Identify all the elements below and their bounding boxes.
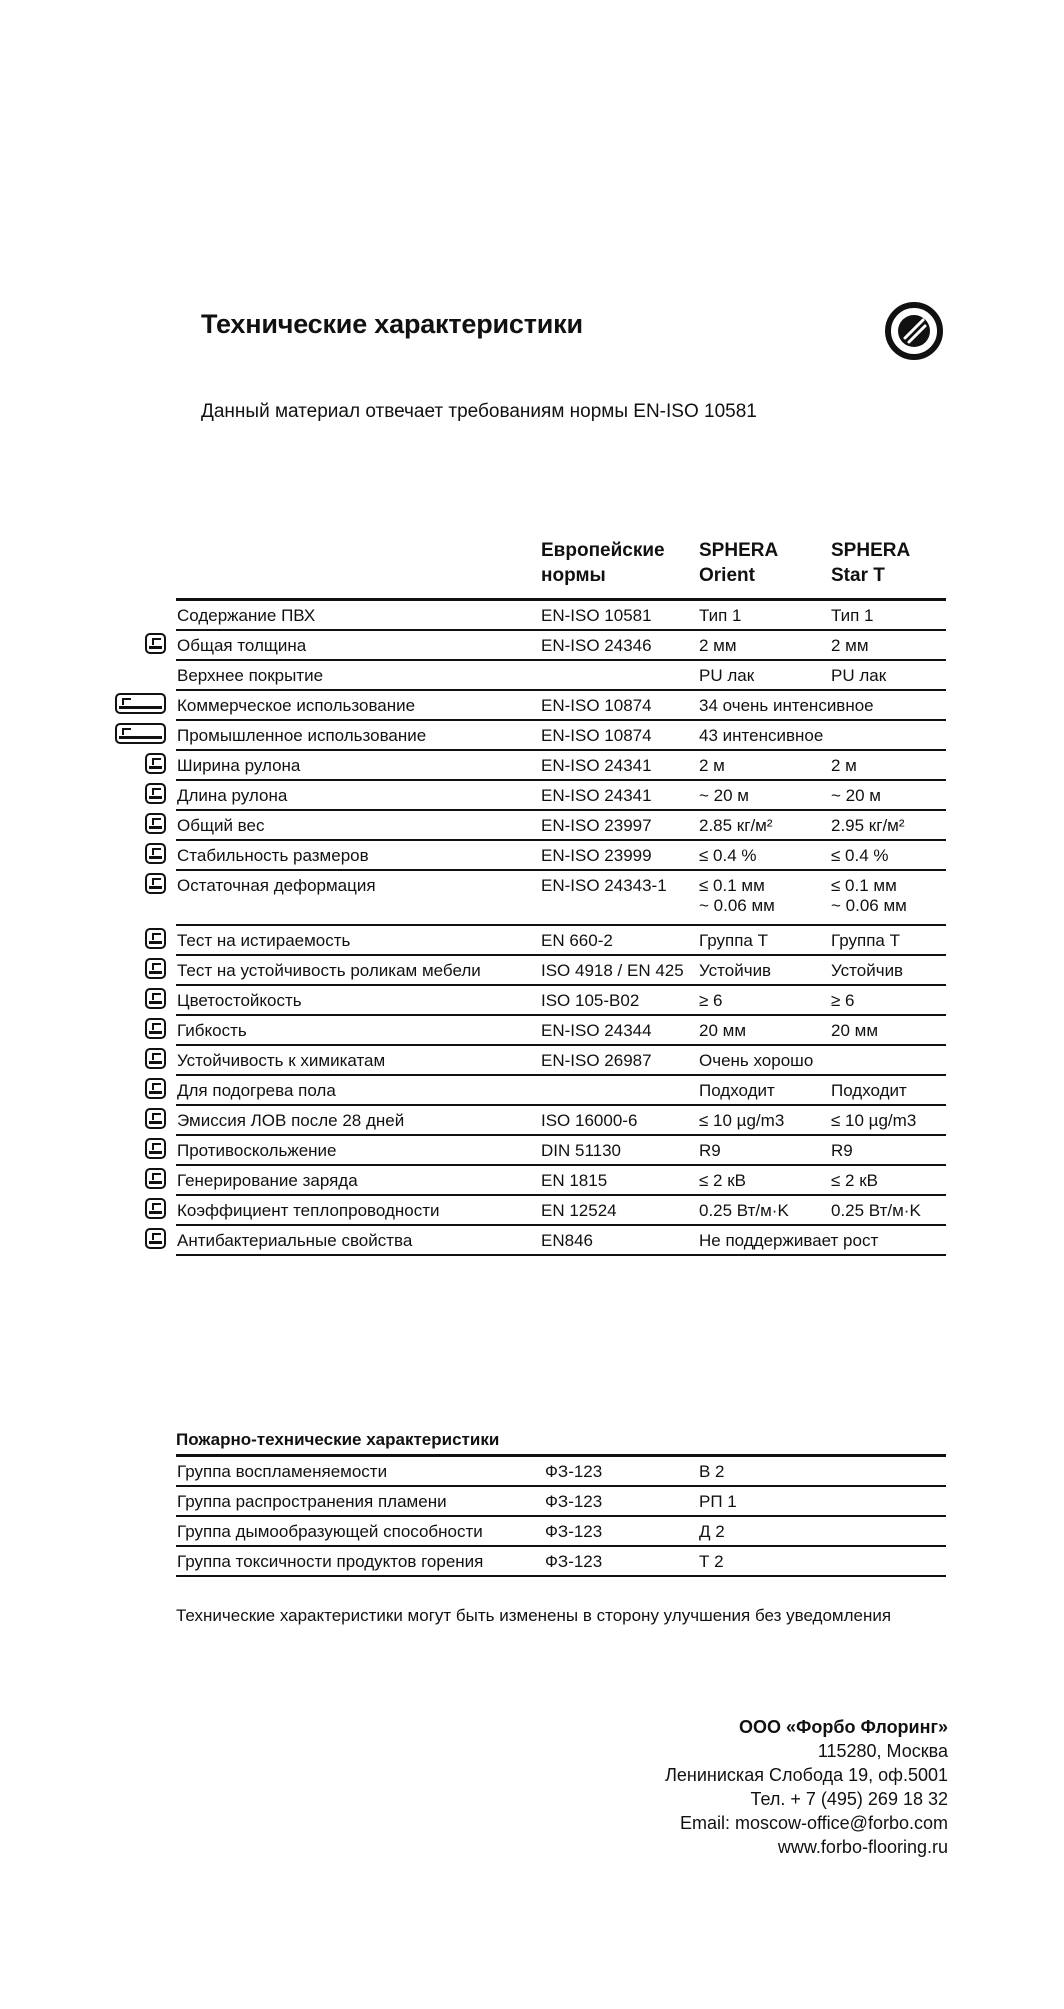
row-norm: EN-ISO 24346 [541,636,652,655]
table-row [176,1517,946,1547]
row-name: Содержание ПВХ [177,606,316,625]
table-row [176,1166,946,1196]
voc-emission-icon [145,1108,166,1129]
company-city: 115280, Москва [817,1741,948,1761]
column-header-norms-line1: Европейские [541,540,665,561]
row-norm: EN-ISO 24344 [541,1021,652,1040]
row-value-orient: 43 интенсивное [699,726,824,745]
table-row [176,841,946,871]
row-norm: ISO 4918 / EN 425 [541,961,684,980]
table-row [176,811,946,841]
table-row [176,1016,946,1046]
row-value-star-t: 2.95 кг/м² [831,816,905,835]
row-norm: EN 660-2 [541,931,613,950]
forbo-logo-icon [883,300,945,362]
row-value-star-t: ~ 20 м [831,786,881,805]
row-value-orient-line2: ~ 0.06 мм [699,896,775,915]
fire-row-norm: ФЗ-123 [545,1552,603,1571]
chemical-resistance-icon [145,1048,166,1069]
castor-chair-icon [145,958,166,979]
fire-section-title: Пожарно-технические характеристики [176,1430,500,1449]
row-norm: EN846 [541,1231,593,1250]
row-name: Противоскольжение [177,1141,337,1160]
row-value-star-t: Группа T [831,931,900,950]
table-row [176,1136,946,1166]
row-value-star-t: ≥ 6 [831,991,855,1010]
row-norm: EN-ISO 26987 [541,1051,652,1070]
row-value-orient: 20 мм [699,1021,747,1040]
fire-rows [176,1454,946,1577]
table-row [176,1547,946,1577]
row-name: Остаточная деформация [177,876,376,895]
row-value-star-t: PU лак [831,666,887,685]
row-value-orient: ≤ 10 µg/m3 [699,1111,785,1130]
company-address: Лениниская Слобода 19, оф.5001 [665,1765,948,1785]
fire-row-norm: ФЗ-123 [545,1492,603,1511]
column-header-p2-line1: SPHERA [831,540,911,561]
static-charge-icon [145,1168,166,1189]
row-value-orient: Очень хорошо [699,1051,814,1070]
row-value-orient: 2 м [699,756,725,775]
disclaimer-note: Технические характеристики могут быть изменены в сторону улучшения без уведомления [176,1606,892,1625]
row-name: Стабильность размеров [177,846,369,865]
row-value-star-t: ≤ 10 µg/m3 [831,1111,917,1130]
table-row [176,631,946,661]
column-header-p2-line2: Star T [831,565,885,586]
row-value-star-t: 0.25 Вт/м·K [831,1201,921,1220]
row-name: Промышленное использование [177,726,427,745]
underfloor-heating-icon [145,1078,166,1099]
column-header-sphera-star-t [831,538,910,588]
fire-row-norm: ФЗ-123 [545,1522,603,1541]
row-value-orient [699,876,775,916]
fire-row-name: Группа токсичности продуктов горения [177,1552,484,1571]
fire-row-norm: ФЗ-123 [545,1462,603,1481]
row-name: Верхнее покрытие [177,666,324,685]
row-value-star-t-line1: ≤ 0.1 мм [831,876,897,895]
row-value-orient: 2 мм [699,636,737,655]
row-name: Тест на истираемость [177,931,351,950]
row-value-orient: ≤ 0.4 % [699,846,757,865]
row-name: Длина рулона [177,786,288,805]
table-row [176,956,946,986]
row-value-star-t: Подходит [831,1081,907,1100]
row-norm: EN-ISO 23999 [541,846,652,865]
table-row [176,1046,946,1076]
row-norm: EN-ISO 24343-1 [541,876,667,895]
table-row [176,986,946,1016]
company-website[interactable]: www.forbo-flooring.ru [777,1837,948,1857]
row-value-orient: Подходит [699,1081,775,1100]
table-row [176,601,946,631]
row-value-orient: R9 [699,1141,721,1160]
row-value-orient: 2.85 кг/м² [699,816,773,835]
roll-width-icon [145,753,166,774]
table-row [176,1457,946,1487]
specs-rows [176,598,946,1256]
row-value-orient: Тип 1 [699,606,742,625]
company-contacts [665,1715,948,1859]
row-norm: EN-ISO 10581 [541,606,652,625]
row-value-star-t: ≤ 2 кВ [831,1171,879,1190]
row-norm: EN-ISO 23997 [541,816,652,835]
fire-row-class: В 2 [699,1462,725,1481]
row-name: Коммерческое использование [177,696,416,715]
row-name: Генерирование заряда [177,1171,358,1190]
row-value-orient: ~ 20 м [699,786,749,805]
weight-icon [145,813,166,834]
colour-fastness-icon [145,988,166,1009]
fire-row-class: Т 2 [699,1552,724,1571]
row-name: Тест на устойчивость роликам мебели [177,961,481,980]
row-name: Общая толщина [177,636,307,655]
row-value-orient: 34 очень интенсивное [699,696,874,715]
table-row [176,661,946,691]
table-row [176,926,946,956]
antibacterial-icon [145,1228,166,1249]
row-name: Устойчивость к химикатам [177,1051,386,1070]
fire-row-name: Группа дымообразующей способности [177,1522,483,1541]
row-name: Эмиссия ЛОВ после 28 дней [177,1111,405,1130]
fire-row-name: Группа распространения пламени [177,1492,447,1511]
thermal-conductivity-icon [145,1198,166,1219]
company-name: ООО «Форбо Флоринг» [738,1717,948,1737]
company-email[interactable]: Email: moscow-office@forbo.com [679,1813,948,1833]
fire-row-class: Д 2 [699,1522,725,1541]
row-name: Для подогрева пола [177,1081,336,1100]
table-row [176,751,946,781]
row-name: Цветостойкость [177,991,302,1010]
row-value-orient: Не поддерживает рост [699,1231,879,1250]
row-value-orient: Группа T [699,931,768,950]
row-value-star-t: 2 м [831,756,857,775]
table-row [176,871,946,926]
column-header-p1-line2: Orient [699,565,755,586]
row-norm: EN-ISO 10874 [541,726,652,745]
row-value-star-t-line2: ~ 0.06 мм [831,896,907,915]
row-norm: ISO 105-B02 [541,991,640,1010]
table-row [176,1226,946,1256]
row-value-star-t: ≤ 0.4 % [831,846,889,865]
row-value-star-t: R9 [831,1141,853,1160]
row-norm: EN-ISO 24341 [541,786,652,805]
column-header-norms [541,538,665,588]
table-row [176,1487,946,1517]
row-norm: EN 1815 [541,1171,608,1190]
row-norm: EN-ISO 24341 [541,756,652,775]
row-value-star-t: 20 мм [831,1021,879,1040]
dimensional-stability-icon [145,843,166,864]
residual-indentation-icon [145,873,166,894]
flexibility-icon [145,1018,166,1039]
row-value-orient: ≤ 2 кВ [699,1171,747,1190]
column-header-sphera-orient [699,538,778,588]
roll-length-icon [145,783,166,804]
column-header-p1-line1: SPHERA [699,540,779,561]
slip-resistance-icon [145,1138,166,1159]
row-value-star-t [831,876,907,916]
row-norm: ISO 16000-6 [541,1111,638,1130]
table-row [176,721,946,751]
table-row [176,1076,946,1106]
row-norm: EN 12524 [541,1201,617,1220]
table-row [176,1106,946,1136]
table-row [176,781,946,811]
fire-safety-table [176,1430,946,1577]
row-value-orient: PU лак [699,666,755,685]
table-row [176,691,946,721]
row-value-orient-line1: ≤ 0.1 мм [699,876,765,895]
row-name: Коэффициент теплопроводности [177,1201,440,1220]
commercial-use-icon [115,693,166,714]
row-value-star-t: 2 мм [831,636,869,655]
column-header-norms-line2: нормы [541,565,606,586]
row-name: Ширина рулона [177,756,301,775]
page-title: Технические характеристики [201,309,583,339]
fire-row-name: Группа воспламеняемости [177,1462,388,1481]
row-name: Общий вес [177,816,265,835]
row-norm: DIN 51130 [541,1141,622,1160]
abrasion-icon [145,928,166,949]
subtitle: Данный материал отвечает требованиям нормы EN-ISO 10581 [201,401,757,422]
row-norm: EN-ISO 10874 [541,696,652,715]
row-value-orient: ≥ 6 [699,991,723,1010]
row-value-orient: Устойчив [699,961,772,980]
thickness-icon [145,633,166,654]
row-value-star-t: Устойчив [831,961,904,980]
table-row [176,1196,946,1226]
fire-row-class: РП 1 [699,1492,737,1511]
row-name: Антибактериальные свойства [177,1231,413,1250]
company-phone: Тел. + 7 (495) 269 18 32 [750,1789,948,1809]
industrial-use-icon [115,723,166,744]
row-value-star-t: Тип 1 [831,606,874,625]
row-name: Гибкость [177,1021,247,1040]
row-value-orient: 0.25 Вт/м·K [699,1201,789,1220]
